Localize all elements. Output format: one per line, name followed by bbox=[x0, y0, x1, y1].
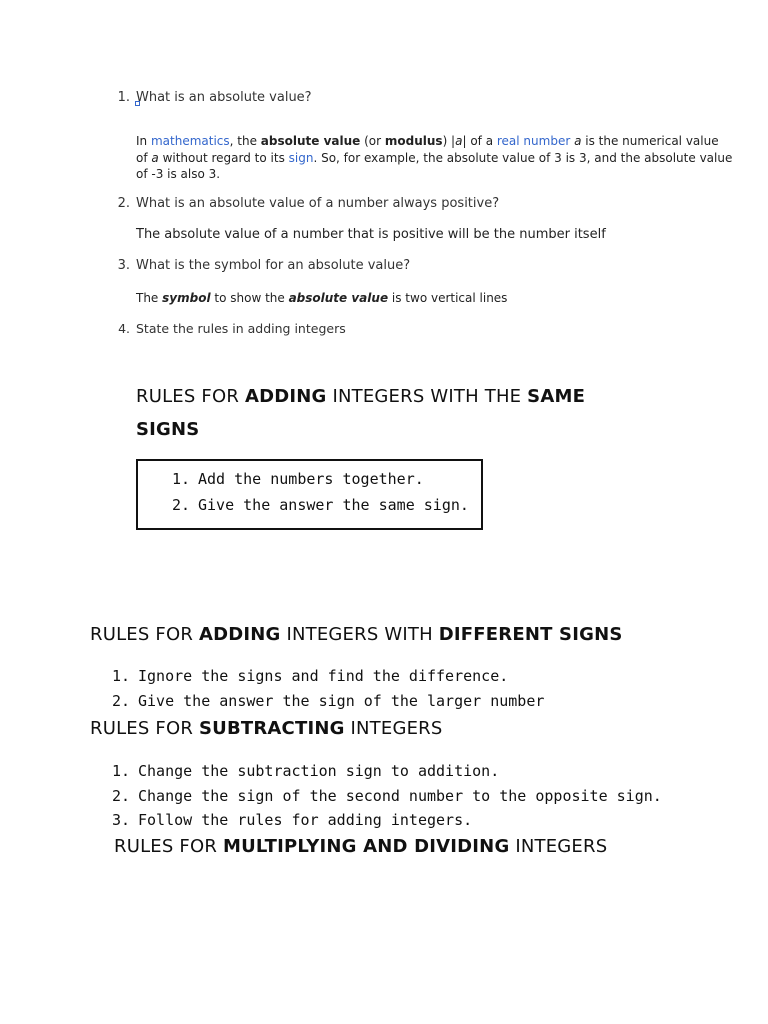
term-symbol: symbol bbox=[162, 291, 211, 305]
question-text: State the rules in adding integers bbox=[136, 321, 346, 336]
answer-2: The absolute value of a number that is positive will be the number itself bbox=[136, 227, 606, 242]
answer-1-line-1: In mathematics, the absolute value (or modulus) |a| of a real number a is the numerical value bbox=[136, 134, 719, 148]
link-sign[interactable]: sign bbox=[288, 151, 314, 165]
list-item: 2. Change the sign of the second number to the opposite sign. bbox=[111, 787, 662, 805]
link-real-number[interactable]: real number bbox=[496, 134, 571, 148]
heading-multiplying-dividing: RULES FOR MULTIPLYING AND DIVIDING INTEGERS bbox=[114, 836, 608, 857]
term-absolute-value: absolute value bbox=[260, 134, 361, 148]
question-4 bbox=[108, 321, 346, 336]
question-number: 4. bbox=[118, 321, 130, 336]
answer-1-line-3: of -3 is also 3. bbox=[136, 167, 221, 181]
list-item: 1. Add the numbers together. bbox=[171, 470, 424, 488]
question-number: 2. bbox=[117, 196, 130, 211]
link-mathematics[interactable]: mathematics bbox=[150, 134, 230, 148]
list-item: 1. Change the subtraction sign to addition. bbox=[111, 762, 500, 780]
question-text: What is an absolute value of a number always positive? bbox=[136, 196, 500, 211]
question-2 bbox=[108, 196, 499, 211]
term-absolute-value: absolute value bbox=[288, 291, 389, 305]
question-text: What is an absolute value? bbox=[136, 90, 312, 105]
term-modulus: modulus bbox=[384, 134, 443, 148]
question-number: 1. bbox=[117, 90, 130, 105]
question-text: What is the symbol for an absolute value? bbox=[136, 258, 411, 273]
heading-same-signs-line-2: SIGNS bbox=[136, 419, 200, 440]
image-placeholder-icon bbox=[135, 101, 140, 106]
list-item: 2. Give the answer the sign of the larger number bbox=[111, 692, 545, 710]
heading-different-signs: RULES FOR ADDING INTEGERS WITH DIFFERENT SIGNS bbox=[90, 624, 623, 645]
answer-3: The symbol to show the absolute value is two vertical lines bbox=[136, 291, 508, 305]
question-3 bbox=[108, 258, 410, 273]
list-item: 2. Give the answer the same sign. bbox=[171, 496, 469, 514]
answer-1-line-2: of a without regard to its sign. So, for example, the absolute value of 3 is 3, and the absolute value bbox=[136, 151, 733, 165]
heading-same-signs: RULES FOR ADDING INTEGERS WITH THE SAME bbox=[136, 386, 586, 407]
list-item: 1. Ignore the signs and find the difference. bbox=[111, 667, 509, 685]
heading-subtracting: RULES FOR SUBTRACTING INTEGERS bbox=[90, 718, 443, 739]
list-item: 3. Follow the rules for adding integers. bbox=[111, 811, 473, 829]
question-number: 3. bbox=[117, 258, 130, 273]
